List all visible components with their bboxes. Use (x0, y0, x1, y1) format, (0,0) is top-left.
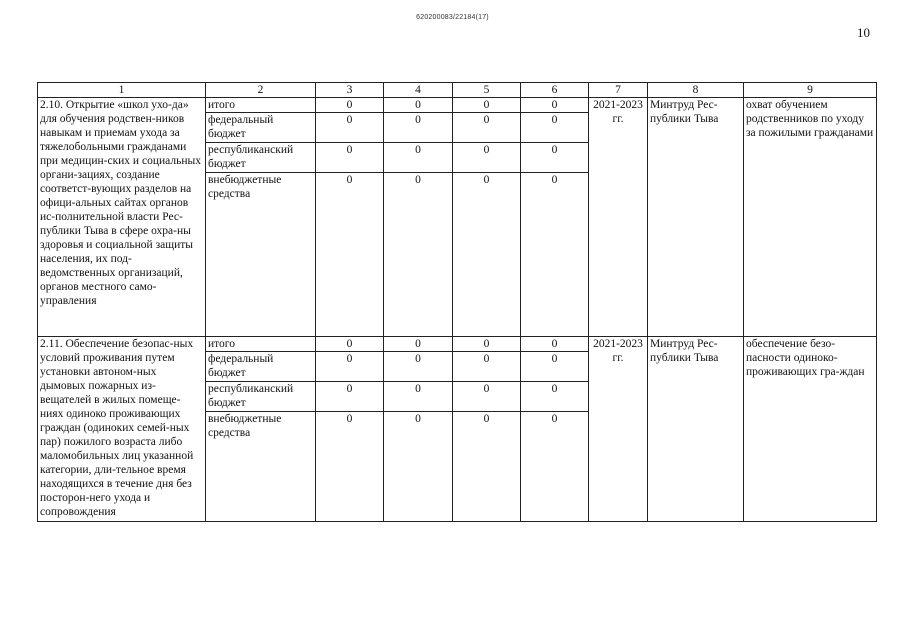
funding-source: итого (206, 337, 316, 352)
executor: Минтруд Рес-публики Тыва (648, 337, 744, 522)
column-header: 7 (589, 83, 648, 98)
funding-value: 0 (453, 113, 521, 143)
funding-source: итого (206, 98, 316, 113)
funding-source: федеральный бюджет (206, 113, 316, 143)
column-header: 1 (38, 83, 206, 98)
column-header: 4 (384, 83, 453, 98)
funding-value: 0 (453, 173, 521, 337)
column-header: 5 (453, 83, 521, 98)
funding-source: федеральный бюджет (206, 352, 316, 382)
funding-value: 0 (384, 98, 453, 113)
funding-source: республиканский бюджет (206, 143, 316, 173)
funding-value: 0 (384, 412, 453, 522)
funding-value: 0 (316, 352, 384, 382)
funding-source: республиканский бюджет (206, 382, 316, 412)
funding-value: 0 (521, 337, 589, 352)
funding-value: 0 (521, 173, 589, 337)
measure-description: 2.11. Обеспечение безопас-ных условий проживания путем установки автоном-ных дымовых пожарных из-вещателей в жилых помеще-ниях одиноко проживающих граждан (одиноких семей-ных пар) пожилого возраста либо маломобильных лиц указанной категории, дли-тельное время находящихся в течение дня без посторон-него ухода и сопровождения (38, 337, 206, 522)
document-id: 620200083/22184(17) (416, 14, 489, 21)
funding-value: 0 (453, 98, 521, 113)
funding-value: 0 (453, 337, 521, 352)
funding-value: 0 (316, 382, 384, 412)
period: 2021-2023 гг. (589, 98, 648, 337)
funding-value: 0 (453, 352, 521, 382)
funding-value: 0 (316, 98, 384, 113)
funding-value: 0 (316, 173, 384, 337)
funding-value: 0 (384, 143, 453, 173)
funding-value: 0 (521, 382, 589, 412)
funding-value: 0 (453, 382, 521, 412)
executor: Минтруд Рес-публики Тыва (648, 98, 744, 337)
program-table (37, 82, 877, 522)
funding-value: 0 (384, 337, 453, 352)
funding-value: 0 (384, 113, 453, 143)
funding-value: 0 (384, 382, 453, 412)
column-header: 3 (316, 83, 384, 98)
column-header: 8 (648, 83, 744, 98)
funding-value: 0 (521, 98, 589, 113)
funding-value: 0 (384, 352, 453, 382)
column-header: 9 (744, 83, 877, 98)
funding-value: 0 (384, 173, 453, 337)
funding-value: 0 (521, 352, 589, 382)
table-row (38, 98, 877, 113)
funding-source: внебюджетные средства (206, 412, 316, 522)
funding-value: 0 (316, 113, 384, 143)
expected-result: обеспечение безо-пасности одиноко-проживающих гра-ждан (744, 337, 877, 522)
measure-description: 2.10. Открытие «школ ухо-да» для обучения родствен-ников навыкам и приемам ухода за тяжелобольными гражданами при медицин-ских и социальных органи-зациях, создание соответст-вующих разделов на офици-альных сайтах органов ис-полнительной власти Рес-публики Тыва в сфере охра-ны здоровья и социальной защиты населения, их под-ведомственных организаций, органов местного само-управления (38, 98, 206, 337)
column-header: 2 (206, 83, 316, 98)
expected-result: охват обучением родственников по уходу за пожилыми гражданами (744, 98, 877, 337)
funding-value: 0 (521, 113, 589, 143)
column-header: 6 (521, 83, 589, 98)
funding-source: внебюджетные средства (206, 173, 316, 337)
page-number: 10 (857, 25, 870, 40)
funding-value: 0 (453, 143, 521, 173)
period: 2021-2023 гг. (589, 337, 648, 522)
funding-value: 0 (316, 337, 384, 352)
funding-value: 0 (316, 412, 384, 522)
funding-value: 0 (521, 412, 589, 522)
column-number-row (38, 83, 877, 98)
funding-value: 0 (521, 143, 589, 173)
funding-value: 0 (453, 412, 521, 522)
funding-value: 0 (316, 143, 384, 173)
table-row (38, 337, 877, 352)
